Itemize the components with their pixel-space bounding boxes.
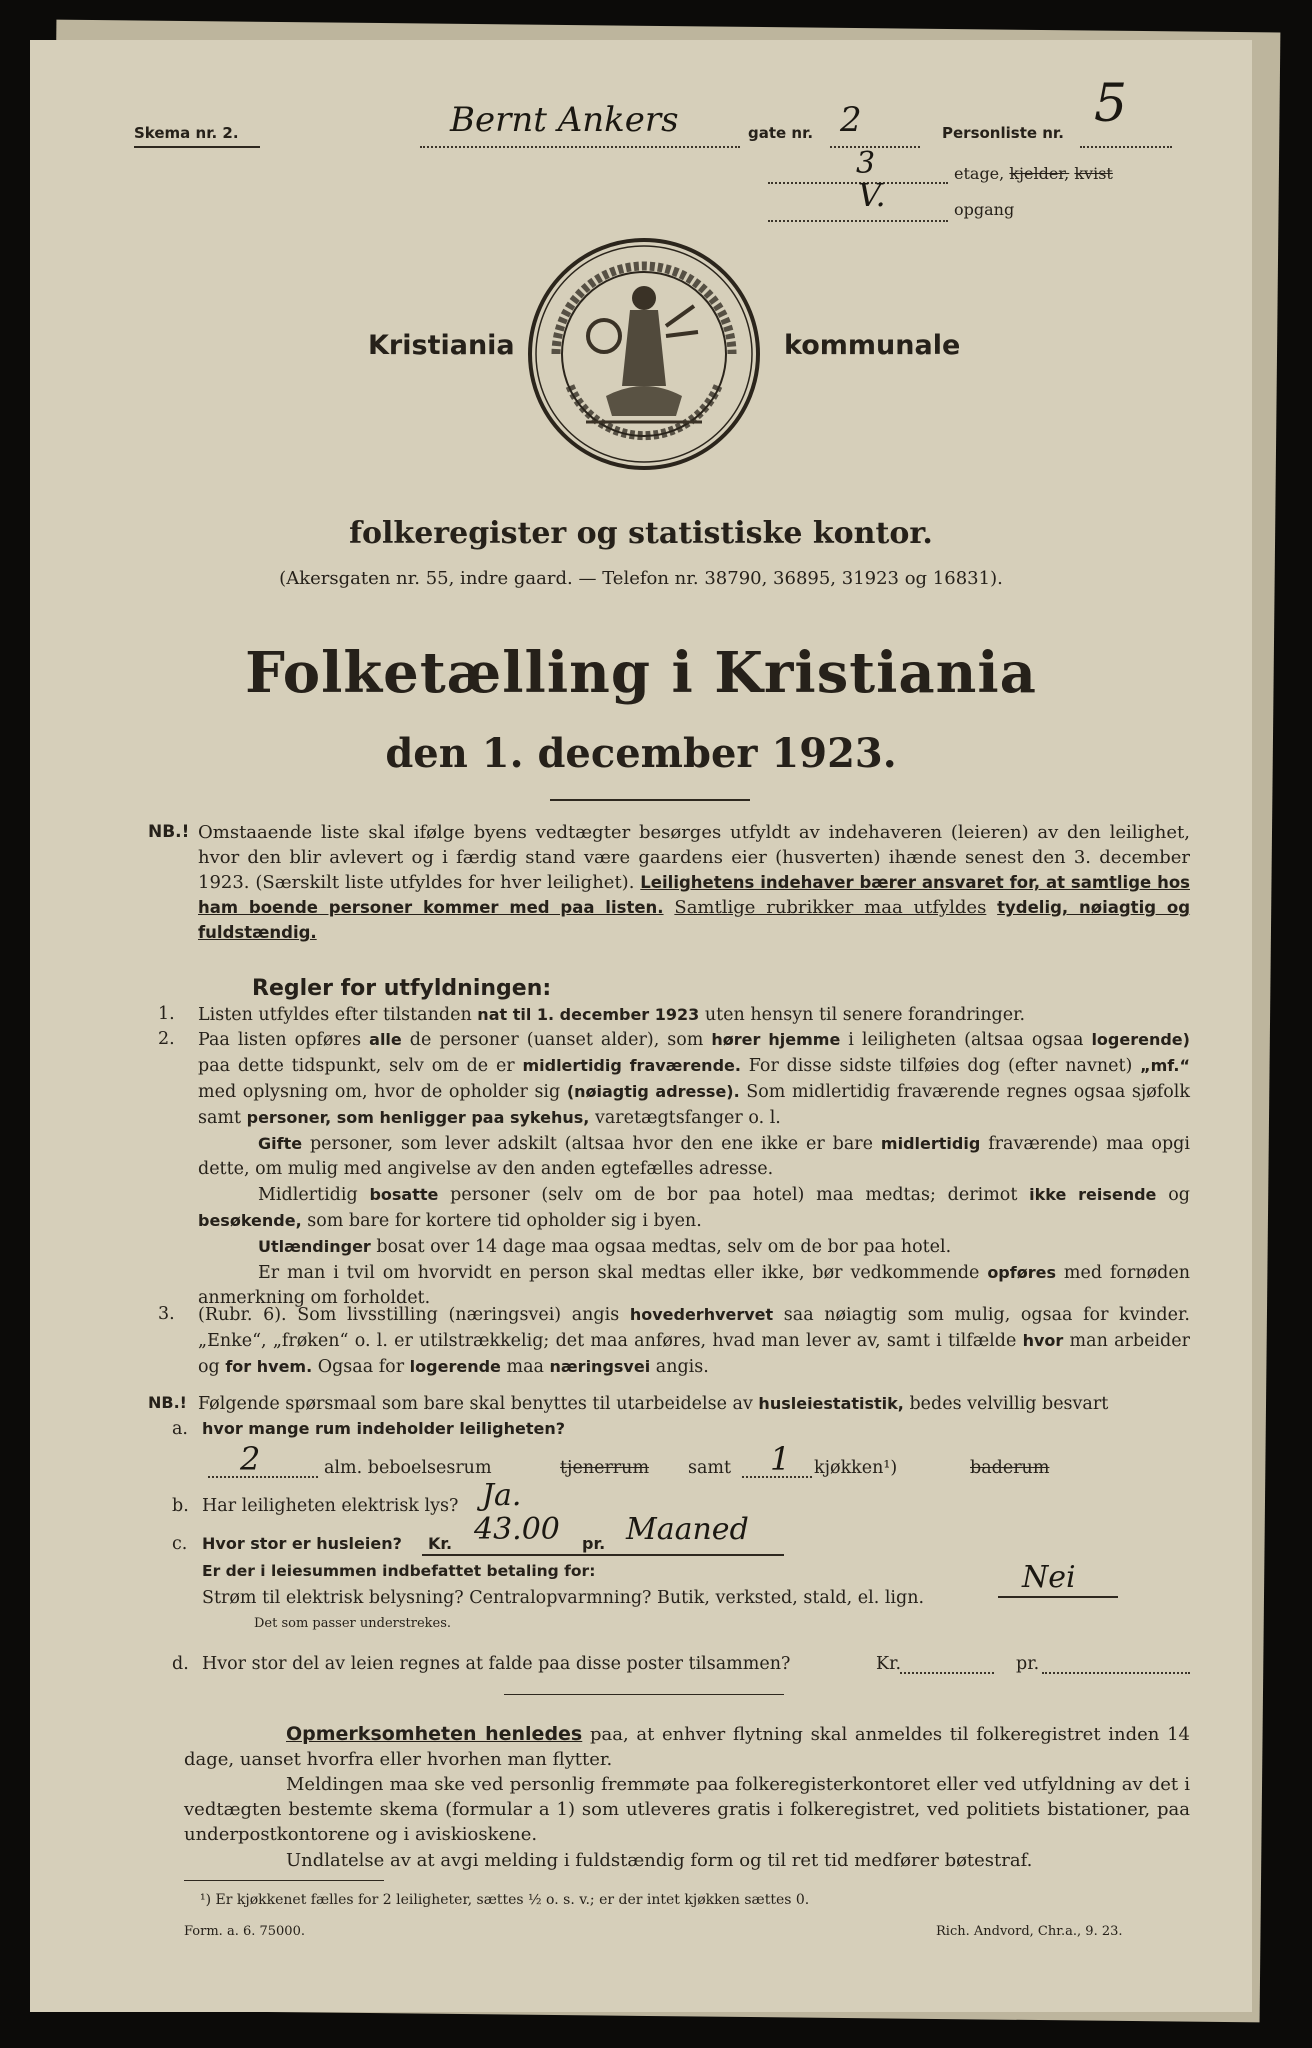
nb1-text2: Samtlige rubrikker maa utfyldes	[674, 897, 987, 918]
title-rule	[550, 799, 750, 801]
kjelder-struck: kjelder,	[1009, 164, 1070, 183]
qa-tjenerrum: tjenerrum	[560, 1458, 650, 1478]
rule-1-text-c: uten hensyn til senere forandringer.	[704, 1005, 1026, 1025]
rule-2: Paa listen opføres alle de personer (uanset alder), som hører hjemme i leiligheten (altsaa ogsaa logerende) paa dette tidspunkt, selv om de er midlertidig fraværende. For disse sidste tilføies dog (efter navnet) „mf.“ med oplysning om, hvor de opholder sig (nøiagtig adresse). Som midlertidig fraværende regnes ogsaa sjøfolk samt personer, som henligger paa sykehus, varetægtsfanger o. l. Gifte personer, som lever adskilt (altsaa hvor den ene ikke er bare midlertidig fraværende) maa opgi dette, om mulig med angivelse av den anden egtefælles adresse. Midlertidig bosatte personer (selv om de bor paa hotel) maa medtas; derimot ikke reisende og besøkende, som bare for kortere tid opholder sig i byen. Utlændinger bosat over 14 dage maa ogsaa medtas, selv om de bor paa hotel. Er man i tvil om hvorvidt en person skal medtas eller ikke, bør vedkommende opføres med fornøden anmerkning om forholdet.	[198, 1030, 1191, 1308]
rules-heading: Regler for utfyldningen:	[252, 976, 552, 1001]
rule-2-number: 2.	[158, 1029, 175, 1049]
opgang-handwritten: V.	[858, 176, 886, 214]
qc-period-handwritten: Maaned	[626, 1512, 749, 1547]
seal-right-text: kommunale	[784, 330, 961, 361]
qc-amount-handwritten: 43.00	[474, 1512, 560, 1547]
qa-samt: samt	[688, 1458, 732, 1478]
notice-paragraph-2: Meldingen maa ske ved personlig fremmøte paa folkeregisterkontoret eller ved utfyldning av det i vedtægten bestemte skema (formular a 1) som utleveres gratis i folkeregistret, ved politiets bistationer, paa underpostkontorene og i aviskioskene.	[184, 1774, 1190, 1845]
qa-kitchen-handwritten: 1	[770, 1440, 791, 1478]
etage-handwritten: 3	[856, 146, 876, 181]
nb1-paragraph	[198, 820, 1190, 945]
qa-rooms-handwritten: 2	[240, 1440, 261, 1478]
nb1-bold-fill: tydelig, nøiagtig og fuldstændig.	[198, 898, 1191, 942]
office-title: folkeregister og statistiske kontor.	[349, 516, 933, 551]
notice-text-1: paa, at enhver flytning skal anmeldes til folkeregistret inden 14 dage, uanset hvorfra eller hvorhen man flytter.	[184, 1724, 1190, 1770]
opgang-dotline	[768, 220, 948, 222]
qd-question: Hvor stor del av leien regnes at falde paa disse poster tilsammen?	[202, 1654, 791, 1674]
nb1-label: NB.!	[148, 822, 190, 842]
footnote: ¹) Er kjøkkenet fælles for 2 leiligheter, sættes ½ o. s. v.; er der intet kjøkken sættes 0.	[200, 1892, 810, 1908]
kvist-struck: kvist	[1074, 164, 1113, 183]
personliste-handwritten: 5	[1094, 74, 1128, 134]
city-seal-icon	[526, 236, 762, 472]
personliste-dotline	[1080, 146, 1172, 148]
seal-left-text: Kristiania	[368, 330, 515, 361]
gate-label: gate nr.	[748, 124, 814, 142]
street-dotline	[420, 146, 740, 148]
qc-pr: pr.	[582, 1534, 606, 1553]
nb1-text: Omstaaende liste skal ifølge byens vedtægter besørges utfyldt av indehaveren (leieren) av den leilighet, hvor den blir avlevert og i færdig stand være gaardens eier (husverten) ihænde senest den 3. december 1923. (Særskilt liste utfyldes for hver leilighet).	[198, 822, 1190, 893]
notice-bold: Opmerksomheten henledes	[286, 1723, 583, 1745]
rule-1	[198, 1002, 1190, 1028]
etage-line	[954, 164, 1113, 183]
qd-pr-dotline	[1042, 1672, 1190, 1674]
qd-kr-dotline	[900, 1672, 994, 1674]
main-subtitle: den 1. december 1923.	[385, 730, 897, 777]
qc-note: Det som passer understrekes.	[254, 1616, 452, 1631]
qc-question: Hvor stor er husleien?	[202, 1534, 402, 1553]
qc-kr: Kr.	[428, 1534, 453, 1553]
qc-items-handwritten: Nei	[1022, 1560, 1076, 1595]
qa-baderum: baderum	[970, 1458, 1050, 1478]
nb1-bold-responsibility: Leilighetens indehaver bærer ansvaret for, at samtlige hos ham boende personer kommer med paa listen.	[198, 873, 1190, 917]
qd-kr: Kr.	[876, 1654, 902, 1674]
notice-rule	[504, 1694, 784, 1695]
qb-letter: b.	[172, 1496, 189, 1516]
rule-1-bold: nat til 1. december 1923	[477, 1005, 700, 1024]
main-title: Folketælling i Kristiania	[245, 640, 1037, 706]
etage-label: etage,	[954, 164, 1005, 183]
qc-letter: c.	[172, 1534, 188, 1554]
rule-3: (Rubr. 6). Som livsstilling (næringsvei) angis hovederhvervet saa nøiagtig som mulig, ogsaa for kvinder. „Enke“, „frøken“ o. l. er utilstrækkelig; det maa anføres, hvad man lever av, samt i tilfælde hvor man arbeider og for hvem. Ogsaa for logerende maa næringsvei angis.	[198, 1305, 1190, 1377]
rule-1-number: 1.	[158, 1004, 175, 1024]
skema-underline	[134, 146, 260, 148]
qc-subquestion: Er der i leiesummen indbefattet betaling for:	[202, 1562, 596, 1580]
qb-handwritten: Ja.	[482, 1478, 522, 1513]
qc-underline	[422, 1554, 784, 1556]
printer-credit: Rich. Andvord, Chr.a., 9. 23.	[936, 1924, 1123, 1939]
qb-question: Har leiligheten elektrisk lys?	[202, 1496, 459, 1516]
qa-rooms-dotline	[208, 1476, 318, 1478]
notice-paragraph-1	[184, 1722, 1190, 1772]
footnote-rule	[184, 1880, 384, 1881]
street-handwritten: Bernt Ankers	[450, 100, 679, 140]
skema-number: Skema nr. 2.	[134, 124, 239, 142]
qd-pr: pr.	[1016, 1654, 1040, 1674]
qa-letter: a.	[172, 1419, 188, 1439]
form-number: Form. a. 6. 75000.	[184, 1924, 305, 1939]
opgang-label: opgang	[954, 200, 1015, 219]
rule-1-text-a: Listen utfyldes efter tilstanden	[198, 1005, 472, 1025]
rule-3-number: 3.	[158, 1304, 175, 1324]
qa-question: hvor mange rum indeholder leiligheten?	[202, 1419, 565, 1438]
qa-kjokken: kjøkken¹)	[814, 1458, 898, 1478]
nb2-label: NB.!	[148, 1393, 187, 1412]
qc-items: Strøm til elektrisk belysning? Centralopvarmning? Butik, verksted, stald, el. lign.	[202, 1588, 925, 1608]
office-address: (Akersgaten nr. 55, indre gaard. — Telefon nr. 38790, 36895, 31923 og 16831).	[279, 568, 1003, 589]
personliste-label: Personliste nr.	[942, 124, 1064, 142]
gate-nr-handwritten: 2	[840, 100, 862, 140]
qa-alm: alm. beboelsesrum	[324, 1458, 492, 1478]
qc-items-underline	[998, 1596, 1118, 1598]
notice-paragraph-3: Undlatelse av at avgi melding i fuldstændig form og til ret tid medfører bøtestraf.	[286, 1850, 1033, 1871]
nb2-intro: Følgende spørsmaal som bare skal benyttes til utarbeidelse av husleiestatistik, bedes velvillig besvart	[198, 1394, 1109, 1414]
census-form	[30, 40, 1252, 2012]
qd-letter: d.	[172, 1654, 189, 1674]
qa-kitchen-dotline	[742, 1476, 812, 1478]
